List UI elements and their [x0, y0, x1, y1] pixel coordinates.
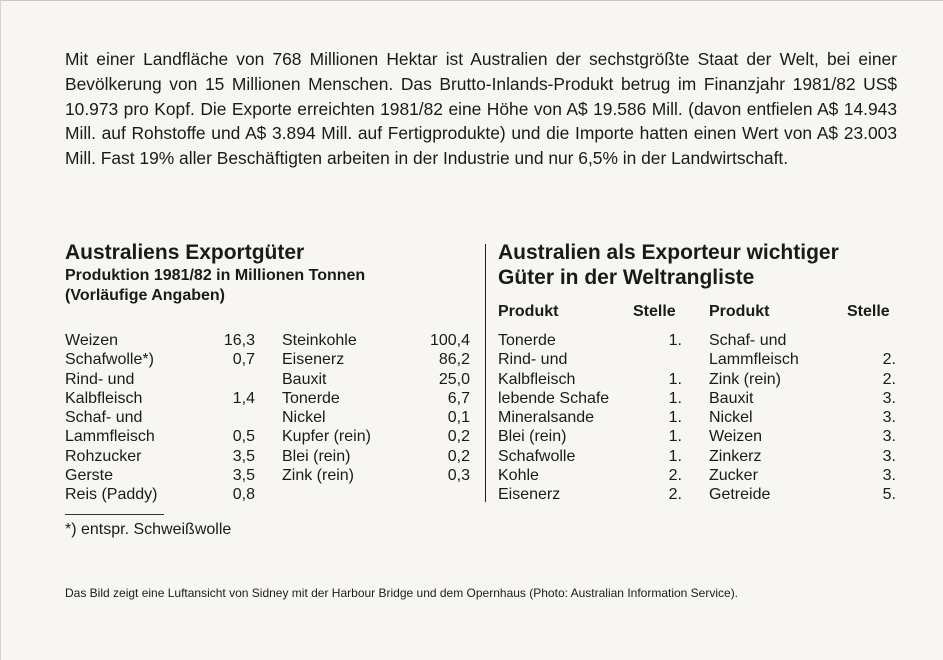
table-row	[498, 485, 682, 504]
table-row	[282, 331, 470, 350]
table-row	[65, 427, 255, 446]
row-value: 2.	[882, 370, 896, 388]
export-goods-table-1	[65, 331, 255, 505]
table-row	[709, 466, 896, 485]
row-label: Blei (rein)	[498, 428, 567, 446]
table-row	[498, 466, 682, 485]
row-value: 1.	[668, 409, 682, 427]
row-label: Weizen	[65, 332, 119, 349]
row-value: 25,0	[438, 370, 470, 388]
row-label: Tonerde	[282, 389, 340, 407]
row-label: Lammfleisch	[709, 351, 799, 369]
table-row	[498, 389, 682, 408]
intro-text: Mit einer Landfläche von 768 Millionen Hektar ist Australien der sechstgrößte Staat der Welt, bei einer Bevölkerung von 15 Millionen Menschen. Das Brutto-Inlands-Produkt betrug im Finanzjahr 1981/82 US$ 10.973 pro Kopf. Die Exporte erreichten 1981/82 eine Höhe von A$ 19.586 Mill. (davon entfielen A$ 14.943 Mill. auf Rohstoffe und A$ 3.894 Mill. auf Fertigprodukte) und die Importe hatten einen Wert von A$ 23.003 Mill. Fast 19% aller Beschäftigten arbeiten in der Industrie und nur 6,5% in der Landwirtschaft.	[65, 49, 897, 169]
row-label: Lammfleisch	[65, 428, 155, 446]
table-row	[709, 389, 896, 408]
row-value: 0,2	[447, 447, 470, 465]
row-label: Eisenerz	[498, 486, 561, 504]
row-label: Nickel	[709, 409, 753, 427]
table-row	[282, 408, 470, 427]
row-value: 1.	[668, 428, 682, 446]
table-row	[709, 331, 896, 350]
row-value: 3,5	[232, 467, 255, 485]
row-value: 2.	[668, 486, 682, 504]
row-value: 1,4	[232, 389, 255, 407]
table-row	[709, 408, 896, 427]
row-label: Zinkerz	[709, 447, 762, 465]
table-row	[65, 370, 255, 389]
table-row	[498, 408, 682, 427]
ranking-header-rank-2: Stelle	[847, 303, 890, 320]
row-value: 86,2	[438, 351, 470, 369]
row-label: Bauxit	[709, 389, 754, 407]
table-row	[709, 427, 896, 446]
table-row	[65, 408, 255, 427]
row-label: Bauxit	[282, 370, 327, 388]
footnote-rule	[65, 514, 164, 515]
row-label: Rind- und	[65, 370, 135, 388]
table-row	[498, 370, 682, 389]
row-value: 0,3	[447, 467, 470, 485]
table-row	[65, 466, 255, 485]
ranking-header-product-2: Produkt	[709, 303, 770, 320]
row-value: 6,7	[447, 389, 470, 407]
row-label: Zink (rein)	[709, 370, 782, 388]
row-label: Tonerde	[498, 332, 556, 349]
row-value: 0,8	[232, 486, 255, 504]
table-row	[282, 350, 470, 369]
row-label: Schaf- und	[709, 332, 787, 349]
table-row	[498, 427, 682, 446]
world-ranking-heading	[498, 240, 918, 290]
row-value: 1.	[668, 447, 682, 465]
row-label: Getreide	[709, 486, 771, 504]
row-label: Steinkohle	[282, 332, 357, 349]
export-goods-subtitle-2: (Vorläufige Angaben)	[65, 287, 225, 304]
table-row	[498, 331, 682, 350]
row-value: 2.	[882, 351, 896, 369]
row-label: Rind- und	[498, 351, 568, 369]
ranking-header-product-1: Produkt	[498, 303, 559, 320]
world-ranking-title-1: Australien als Exporteur wichtiger	[498, 241, 839, 264]
row-label: Zink (rein)	[282, 467, 355, 485]
row-value: 0,2	[447, 428, 470, 446]
row-label: Kohle	[498, 467, 539, 485]
table-row	[282, 447, 470, 466]
row-value: 2.	[668, 467, 682, 485]
export-goods-subtitle-1: Produktion 1981/82 in Millionen Tonnen	[65, 267, 366, 284]
table-row	[65, 389, 255, 408]
intro-paragraph	[65, 47, 897, 171]
table-row	[282, 389, 470, 408]
row-label: Kalbfleisch	[65, 389, 143, 407]
column-divider	[485, 244, 486, 502]
row-value: 3.	[882, 467, 896, 485]
photo-caption: Das Bild zeigt eine Luftansicht von Sidney mit der Harbour Bridge und dem Opernhaus (Photo: Australian Information Service).	[65, 586, 739, 600]
row-label: lebende Schafe	[498, 389, 610, 407]
table-row	[709, 370, 896, 389]
row-label: Schafwolle	[498, 447, 576, 465]
world-ranking-table-2	[709, 331, 896, 505]
row-label: Eisenerz	[282, 351, 345, 369]
row-value: 100,4	[429, 332, 470, 349]
table-row	[65, 447, 255, 466]
table-row	[65, 331, 255, 350]
table-row	[498, 447, 682, 466]
row-label: Kupfer (rein)	[282, 428, 371, 446]
row-value: 1.	[668, 370, 682, 388]
table-row	[709, 447, 896, 466]
row-label: Mineralsande	[498, 409, 595, 427]
table-row	[65, 350, 255, 369]
row-label: Rohzucker	[65, 447, 142, 465]
row-value: 3,5	[232, 447, 255, 465]
row-label: Weizen	[709, 428, 763, 446]
table-row	[709, 350, 896, 369]
table-row	[498, 350, 682, 369]
row-label: Reis (Paddy)	[65, 486, 158, 504]
ranking-header-rank-1: Stelle	[633, 303, 676, 320]
row-label: Kalbfleisch	[498, 370, 576, 388]
row-value: 3.	[882, 389, 896, 407]
world-ranking-table-1	[498, 331, 682, 505]
row-value: 5.	[882, 486, 896, 504]
export-goods-title: Australiens Exportgüter	[65, 241, 305, 264]
row-label: Schaf- und	[65, 409, 143, 427]
row-value: 3.	[882, 409, 896, 427]
row-label: Schafwolle*)	[65, 351, 154, 369]
table-row	[65, 485, 255, 504]
export-goods-table-2	[282, 331, 470, 485]
table-row	[709, 485, 896, 504]
table-row	[282, 370, 470, 389]
row-value: 0,5	[232, 428, 255, 446]
row-value: 1.	[668, 389, 682, 407]
row-value: 0,1	[447, 409, 470, 427]
footnote: *) entspr. Schweißwolle	[65, 521, 232, 538]
world-ranking-title-2: Güter in der Weltrangliste	[498, 266, 755, 289]
table-row	[282, 466, 470, 485]
row-label: Blei (rein)	[282, 447, 351, 465]
row-value: 3.	[882, 428, 896, 446]
row-value: 1.	[668, 332, 682, 349]
table-row	[282, 427, 470, 446]
row-value: 16,3	[223, 332, 255, 349]
row-label: Gerste	[65, 467, 114, 485]
row-value: 3.	[882, 447, 896, 465]
export-goods-heading	[65, 240, 485, 306]
row-value: 0,7	[232, 351, 255, 369]
row-label: Nickel	[282, 409, 326, 427]
row-label: Zucker	[709, 467, 758, 485]
